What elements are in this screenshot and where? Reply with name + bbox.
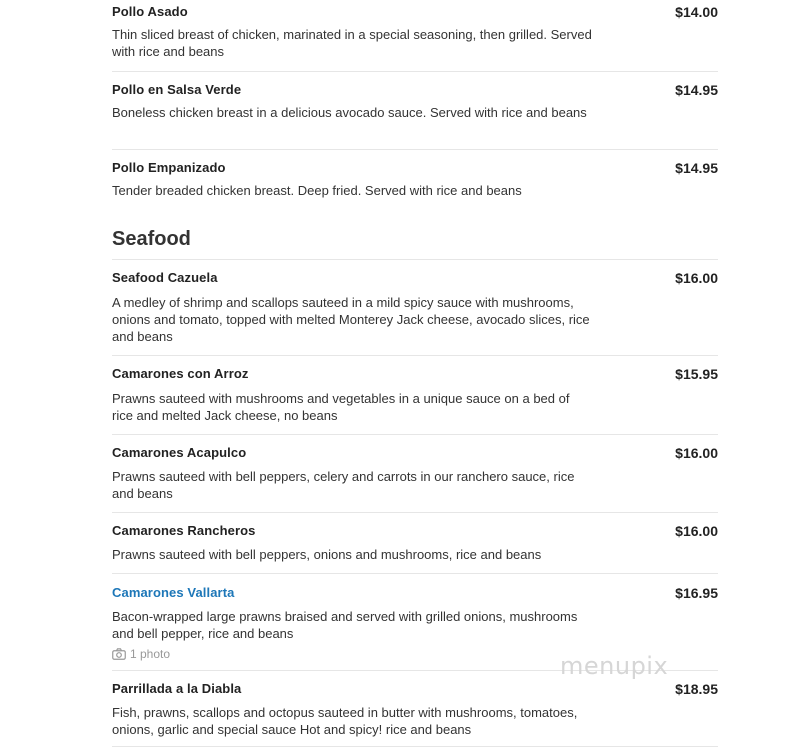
divider	[112, 259, 718, 260]
menu-item-camarones-acapulco	[112, 445, 718, 505]
divider	[112, 512, 718, 513]
menu-item-pollo-asado	[112, 4, 718, 64]
photo-count: 1 photo	[130, 647, 171, 661]
divider	[112, 434, 718, 435]
menupix-watermark: menupix	[560, 652, 669, 680]
divider	[112, 746, 718, 747]
item-description: Prawns sauteed with bell peppers, onions and mushrooms, rice and beans	[112, 547, 542, 562]
item-name: Pollo Asado	[112, 4, 188, 19]
item-name: Pollo Empanizado	[112, 160, 226, 175]
photo-count-link[interactable]	[112, 647, 170, 661]
item-price: $16.00	[675, 270, 718, 286]
item-price: $16.95	[675, 585, 718, 601]
divider	[112, 149, 718, 150]
item-price: $14.00	[675, 4, 718, 20]
item-description: Thin sliced breast of chicken, marinated in a special seasoning, then grilled. Served with rice and beans	[112, 27, 592, 59]
item-name: Parrillada a la Diabla	[112, 681, 242, 696]
item-name: Camarones con Arroz	[112, 366, 249, 381]
item-name: Pollo en Salsa Verde	[112, 82, 242, 97]
item-price: $14.95	[675, 160, 718, 176]
menu-item-pollo-en-salsa-verde	[112, 82, 718, 142]
item-name: Seafood Cazuela	[112, 270, 218, 285]
divider	[112, 71, 718, 72]
item-price: $18.95	[675, 681, 718, 697]
item-description: Boneless chicken breast in a delicious avocado sauce. Served with rice and beans	[112, 105, 587, 120]
divider	[112, 573, 718, 574]
item-description: Bacon-wrapped large prawns braised and served with grilled onions, mushrooms and bell pepper, rice and beans	[112, 609, 578, 641]
item-name-link[interactable]: Camarones Vallarta	[112, 585, 235, 600]
item-name: Camarones Acapulco	[112, 445, 247, 460]
item-description: Fish, prawns, scallops and octopus sauteed in butter with mushrooms, tomatoes, onions, garlic and special sauce Hot and spicy! rice and beans	[112, 705, 578, 737]
item-name: Camarones Rancheros	[112, 523, 256, 538]
menu-item-camarones-con-arroz	[112, 366, 718, 426]
item-price: $14.95	[675, 82, 718, 98]
item-price: $16.00	[675, 445, 718, 461]
menu-item-pollo-empanizado	[112, 160, 718, 204]
item-price: $15.95	[675, 366, 718, 382]
menu-item-parrillada-a-la-diabla	[112, 681, 718, 741]
camera-icon	[112, 648, 126, 660]
item-description: A medley of shrimp and scallops sauteed in a mild spicy sauce with mushrooms, onions and tomato, topped with melted Monterey Jack cheese, avocado slices, rice and beans	[112, 295, 590, 344]
menu-item-seafood-cazuela	[112, 270, 718, 350]
section-title-seafood: Seafood	[112, 228, 191, 250]
item-price: $16.00	[675, 523, 718, 539]
item-description: Prawns sauteed with mushrooms and vegetables in a unique sauce on a bed of rice and melted Jack cheese, no beans	[112, 391, 570, 423]
menu-item-camarones-rancheros	[112, 523, 718, 567]
divider	[112, 355, 718, 356]
item-description: Prawns sauteed with bell peppers, celery and carrots in our ranchero sauce, rice and beans	[112, 469, 575, 501]
item-description: Tender breaded chicken breast. Deep fried. Served with rice and beans	[112, 183, 522, 198]
